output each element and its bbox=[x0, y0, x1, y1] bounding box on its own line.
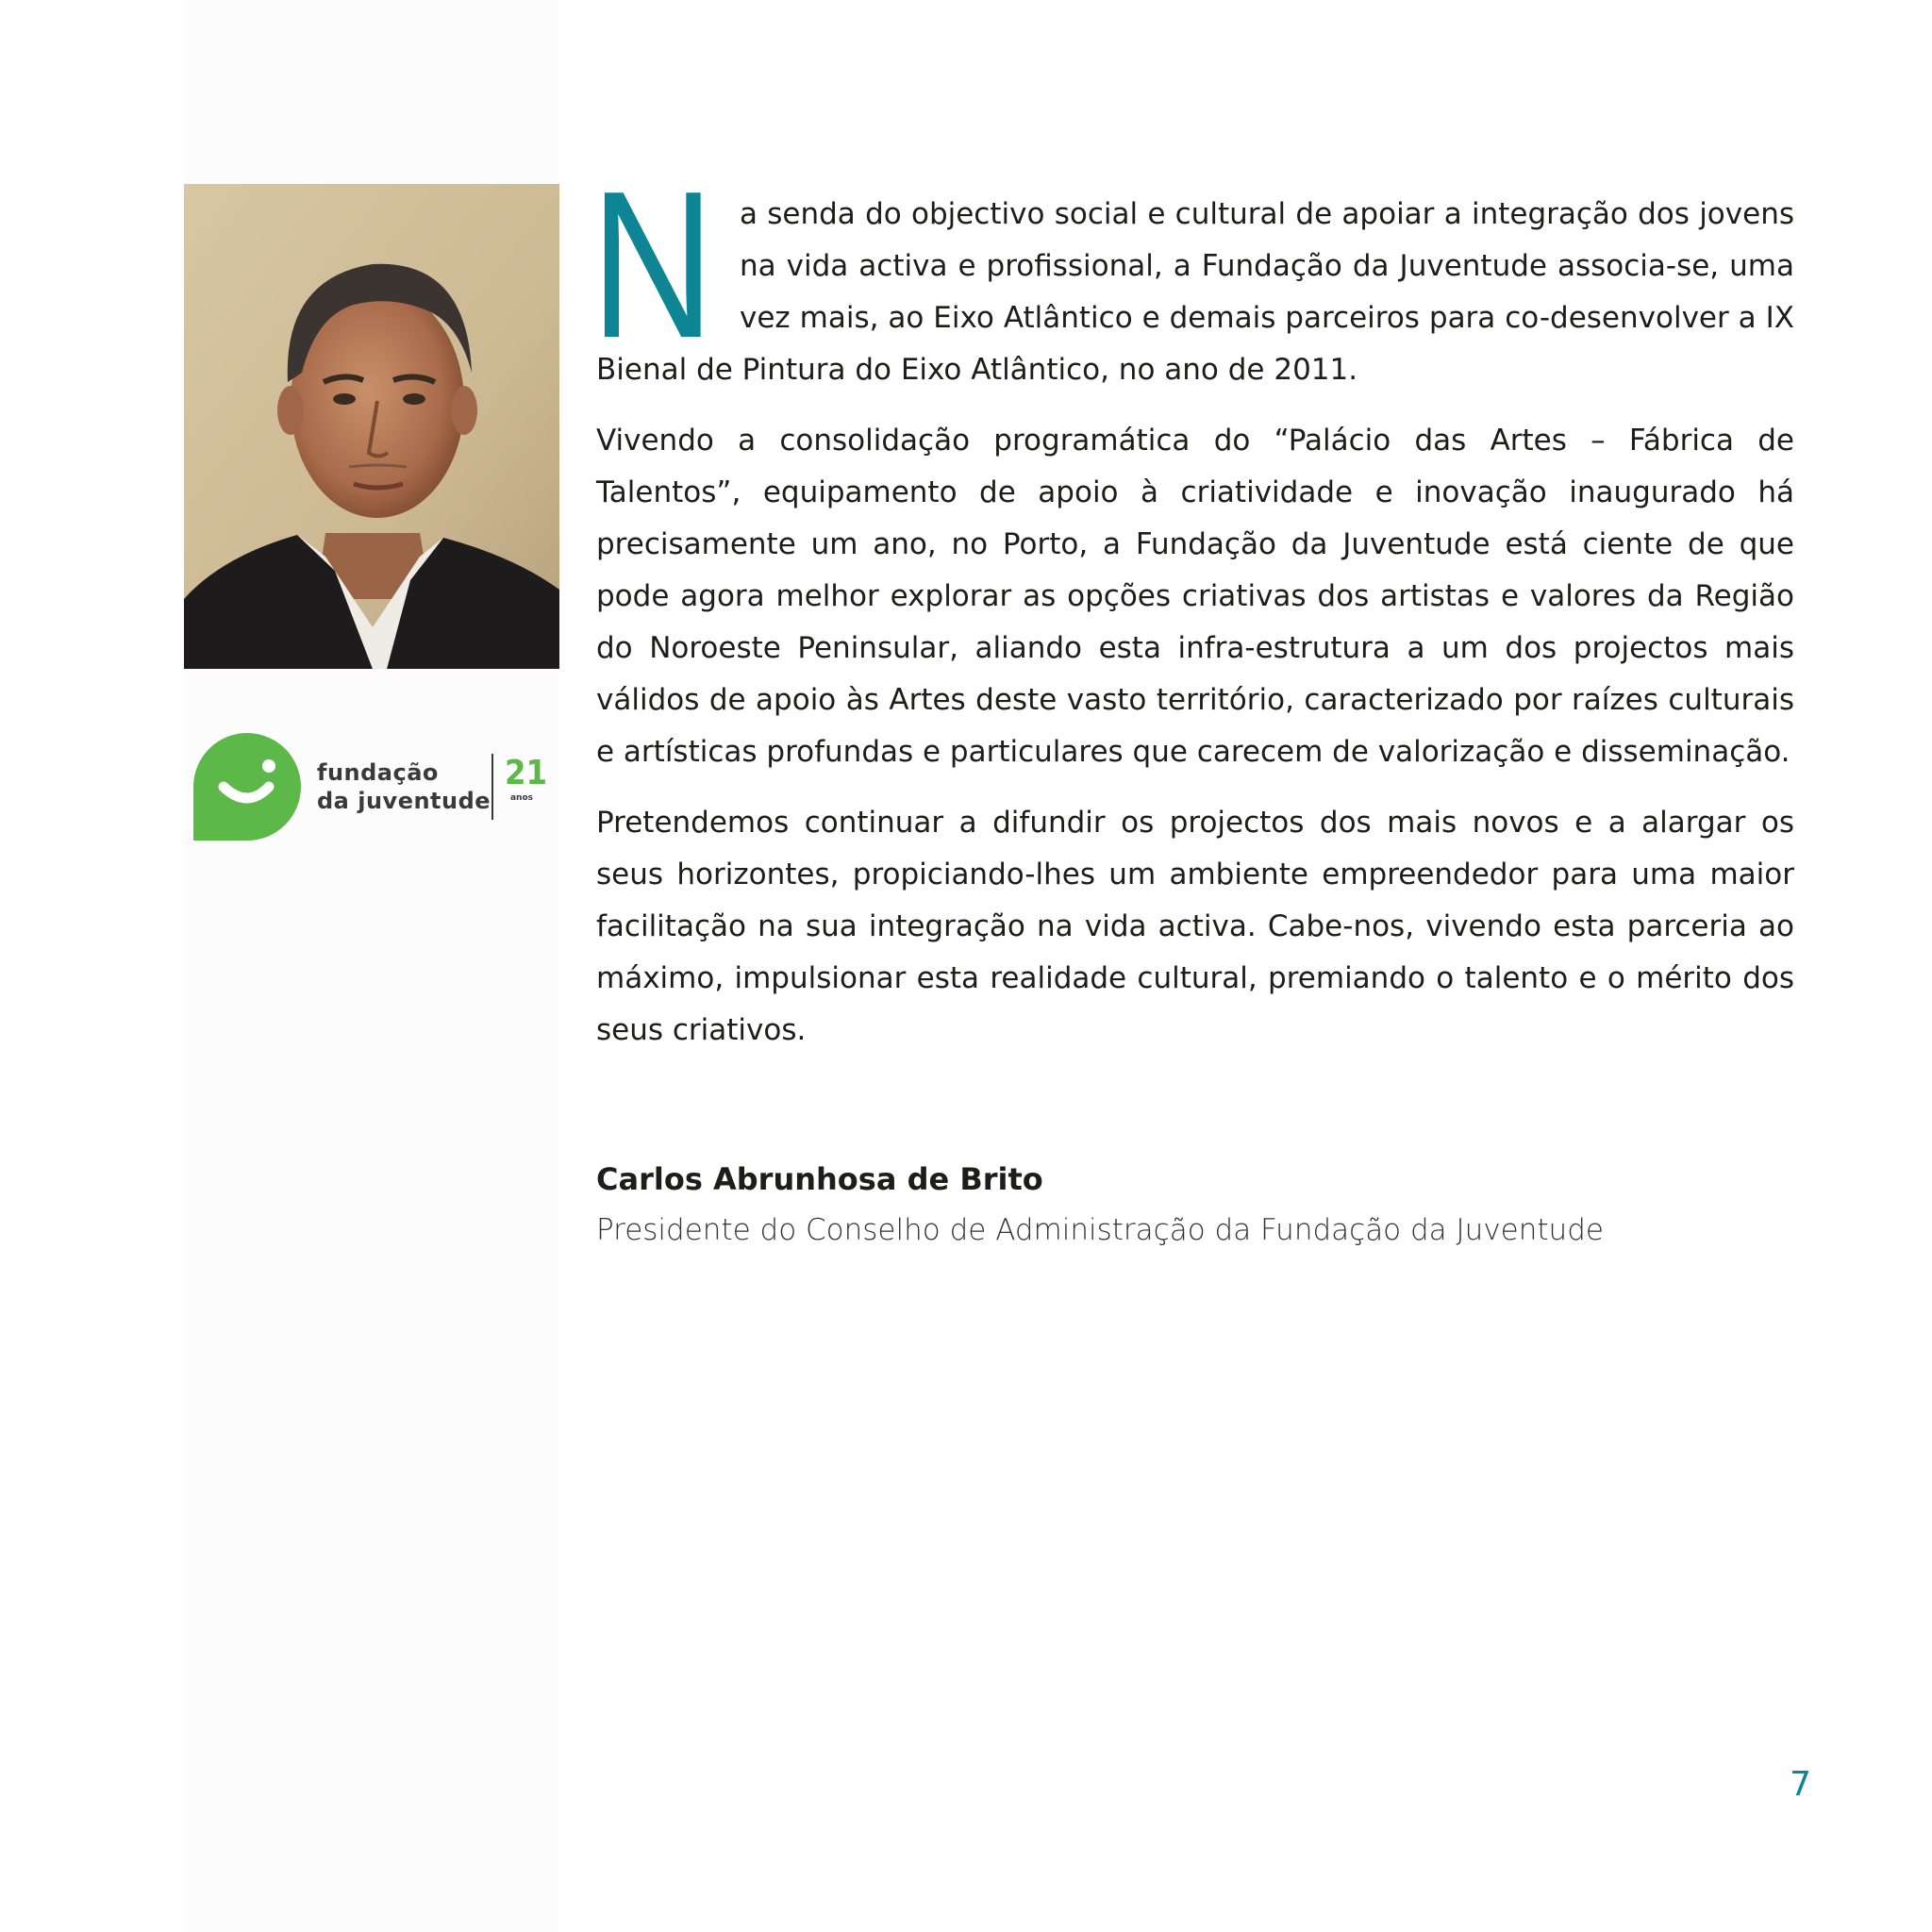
article-body bbox=[591, 148, 1794, 1075]
drop-cap: N bbox=[591, 148, 715, 382]
logo-anniversary bbox=[505, 754, 548, 804]
logo-divider bbox=[491, 754, 493, 820]
logo-line-1: fundação bbox=[317, 759, 439, 786]
article-paragraph-2: Vivendo a consolidação programática do “Palácio das Artes – Fábrica de Talentos”, equipamento de apoio à criatividade e inovação inaugurado há precisamente um ano, no Porto, a Fundação da Juventude está ciente de que pode agora melhor explorar as opções criativas dos artistas e valores da Região do Noroeste Peninsular, aliando esta infra-estrutura a um dos projectos mais válidos de apoio às Artes deste vasto território, caracterizado por raízes culturais e artísticas profundas e particulares que carecem de valorização e disseminação. bbox=[596, 424, 1794, 769]
signature-block bbox=[596, 1155, 1794, 1257]
article-paragraph-1 bbox=[591, 148, 1794, 396]
logo-years-number: 21 bbox=[505, 754, 548, 792]
logo-wordmark bbox=[317, 758, 491, 815]
logo-years-label: anos bbox=[509, 793, 534, 803]
signatory-name: Carlos Abrunhosa de Brito bbox=[596, 1161, 1043, 1197]
portrait-photo bbox=[184, 184, 559, 669]
article-paragraph-3: Pretendemos continuar a difundir os projectos dos mais novos e a alargar os seus horizontes, propiciando-lhes um ambiente empreendedor para uma maior facilitação na sua integração na vida activa. Cabe-nos, vivendo esta parceria ao máximo, impulsionar esta realidade cultural, premiando o talento e o mérito dos seus criativos. bbox=[596, 806, 1794, 1047]
logo-line-2: da juventude bbox=[317, 788, 491, 814]
signatory-role: Presidente do Conselho de Administração da Fundação da Juventude bbox=[596, 1213, 1604, 1247]
paragraph-1-text: a senda do objectivo social e cultural de apoiar a integração dos jovens na vida activa e profissional, a Fundação da Juventude associa-se, uma vez mais, ao Eixo Atlântico e demais parceiros para co-desenvolver a IX Bienal de Pintura do Eixo Atlântico, no ano de 2011. bbox=[596, 197, 1794, 387]
page-number: 7 bbox=[1790, 1765, 1811, 1804]
logo-smile-icon bbox=[193, 732, 301, 841]
fundacao-juventude-logo bbox=[193, 732, 552, 843]
